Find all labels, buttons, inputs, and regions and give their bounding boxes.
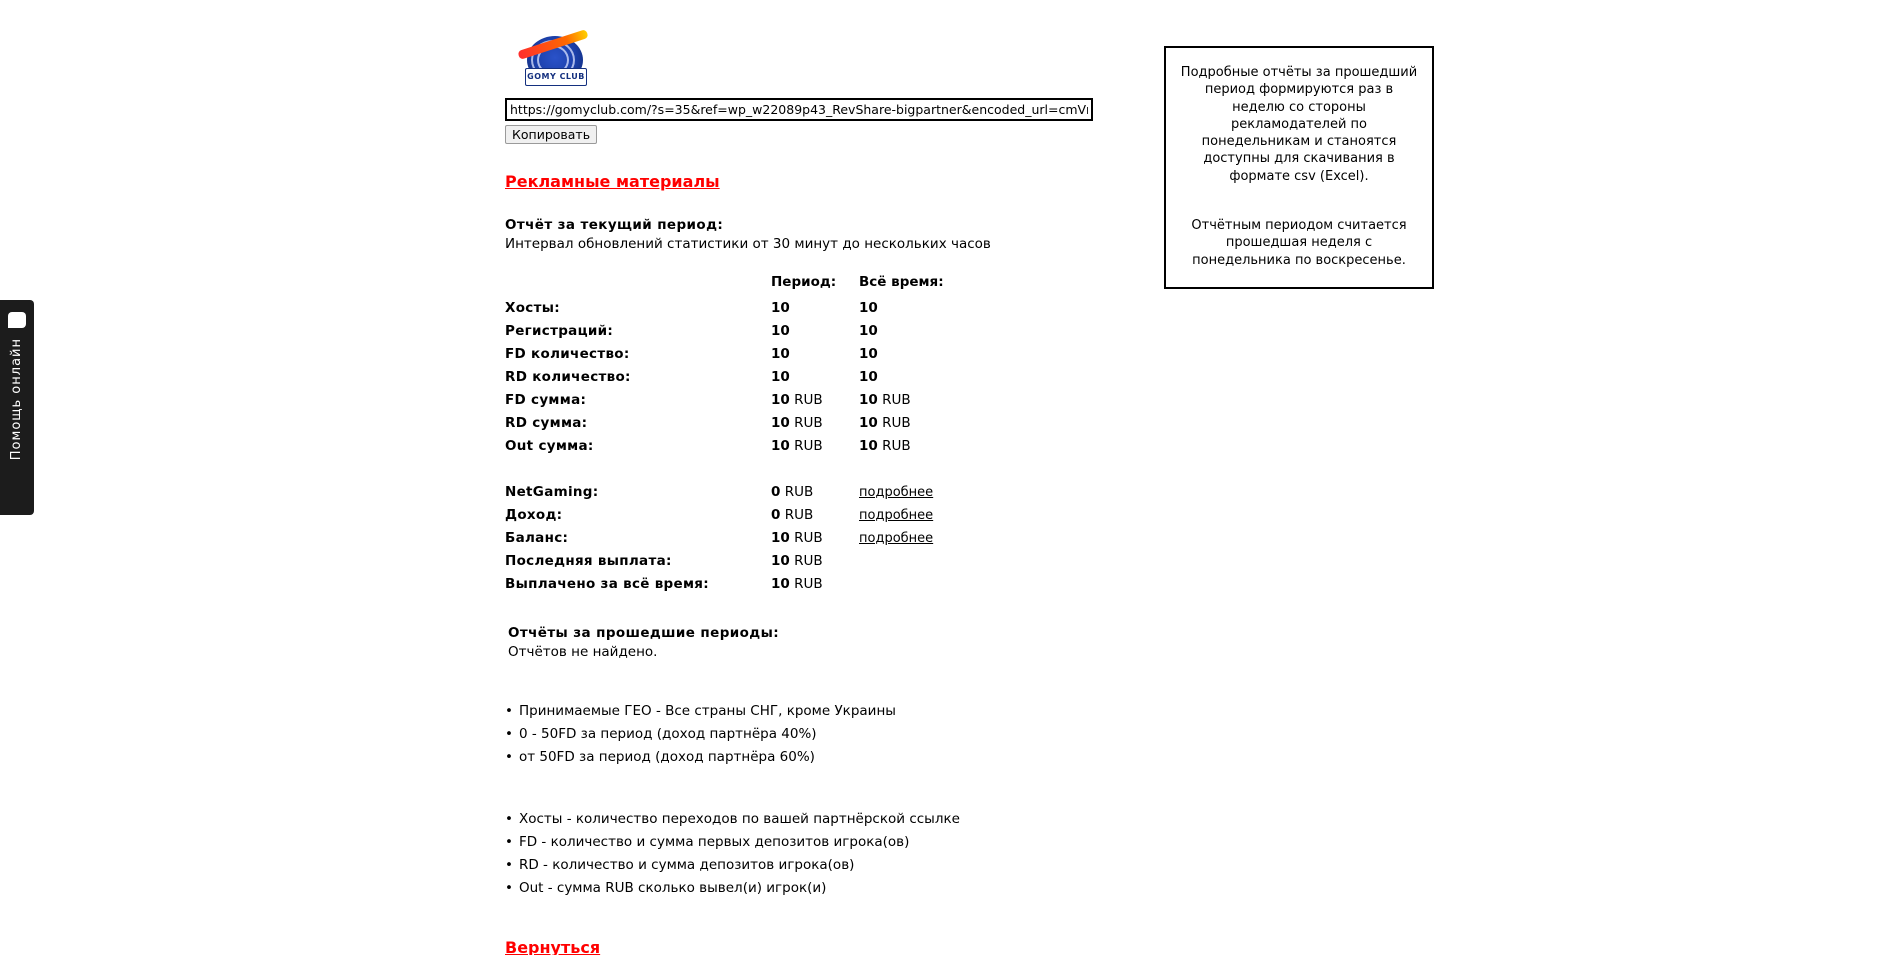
- row-period: 10: [771, 300, 790, 316]
- table-row: [505, 484, 1009, 507]
- row-label: Регистраций:: [505, 323, 614, 339]
- list-item-label: 0 - 50FD за период (доход партнёра 40%): [518, 726, 817, 742]
- list-item-label: Принимаемые ГЕО - Все страны СНГ, кроме Украины: [518, 703, 896, 719]
- list-item: [505, 811, 1125, 827]
- list-item: [505, 834, 1125, 850]
- table-row: [505, 438, 1009, 461]
- row-empty: [859, 553, 1009, 576]
- row-label: Out сумма:: [505, 438, 594, 454]
- stats-header-total: Всё время:: [859, 274, 944, 290]
- list-item-label: FD - количество и сумма первых депозитов игрока(ов): [518, 834, 910, 850]
- referral-link-input[interactable]: [505, 98, 1093, 121]
- row-period: 10 RUB: [771, 392, 823, 408]
- row-label: FD сумма:: [505, 392, 587, 408]
- chat-bubble-icon: [8, 312, 26, 328]
- info-box-paragraph-1: Подробные отчёты за прошедший период формируются раз в неделю со стороны рекламодателей по понедельникам и станоятся доступны для скачивания в формате csv (Excel).: [1180, 65, 1418, 184]
- row-total: 10: [859, 369, 878, 385]
- help-online-label: Помощь онлайн: [8, 338, 24, 461]
- row-total: 10: [859, 346, 878, 362]
- site-logo-icon: [523, 34, 587, 90]
- stats-header-row: [505, 274, 1009, 300]
- info-box-paragraph-2: Отчётным периодом считается прошедшая неделя с понедельника по воскресенье.: [1191, 217, 1407, 268]
- bullet-icon: •: [505, 703, 513, 719]
- list-item-label: Out - сумма RUB сколько вывел(и) игрок(и): [518, 880, 827, 896]
- row-value: 10 RUB: [771, 576, 823, 592]
- row-period: 10 RUB: [771, 438, 823, 454]
- stats-header-blank: [505, 274, 771, 300]
- list-item-label: RD - количество и сумма депозитов игрока(ов): [518, 857, 855, 873]
- row-label: NetGaming:: [505, 484, 599, 500]
- back-link[interactable]: Вернуться: [505, 938, 601, 955]
- row-value: 10 RUB: [771, 553, 823, 569]
- row-label: Хосты:: [505, 300, 560, 316]
- row-value: 10 RUB: [771, 530, 823, 546]
- row-label: FD количество:: [505, 346, 630, 362]
- stats-header-period: Период:: [771, 274, 837, 290]
- row-label: Доход:: [505, 507, 563, 523]
- details-link[interactable]: подробнее: [859, 485, 934, 500]
- list-item-label: от 50FD за период (доход партнёра 60%): [518, 749, 815, 765]
- row-period: 10: [771, 369, 790, 385]
- table-row: [505, 346, 1009, 369]
- row-period: 10 RUB: [771, 415, 823, 431]
- list-item-label: Хосты - количество переходов по вашей партнёрской ссылке: [518, 811, 960, 827]
- table-row: [505, 553, 1009, 576]
- row-total: 10 RUB: [859, 392, 911, 408]
- main-content: [505, 34, 1125, 955]
- row-value: 0 RUB: [771, 484, 814, 500]
- table-row: [505, 530, 1009, 553]
- list-item: [505, 857, 1125, 873]
- stats-update-note: Интервал обновлений статистики от 30 минут до нескольких часов: [505, 236, 991, 252]
- row-label: Последняя выплата:: [505, 553, 672, 569]
- table-row: [505, 392, 1009, 415]
- table-row: [505, 415, 1009, 438]
- row-total: 10 RUB: [859, 415, 911, 431]
- bullet-icon: •: [505, 880, 513, 896]
- table-row: [505, 507, 1009, 530]
- bullet-icon: •: [505, 857, 513, 873]
- row-label: RD количество:: [505, 369, 631, 385]
- list-item: [505, 703, 1125, 719]
- row-period: 10: [771, 346, 790, 362]
- terms-list: [505, 703, 1125, 765]
- bullet-icon: •: [505, 811, 513, 827]
- row-period: 10: [771, 323, 790, 339]
- bullet-icon: •: [505, 834, 513, 850]
- row-label: RD сумма:: [505, 415, 588, 431]
- current-report-title: Отчёт за текущий период:: [505, 217, 724, 233]
- details-link[interactable]: подробнее: [859, 531, 934, 546]
- row-total: 10 RUB: [859, 438, 911, 454]
- copy-button[interactable]: Копировать: [505, 125, 597, 144]
- row-empty: [859, 576, 1009, 599]
- help-online-tab[interactable]: [0, 300, 34, 515]
- past-periods-title: Отчёты за прошедшие периоды:: [508, 625, 780, 641]
- table-spacer: [505, 461, 1009, 484]
- info-box: [1164, 46, 1434, 289]
- bullet-icon: •: [505, 726, 513, 742]
- glossary-list: [505, 811, 1125, 896]
- bullet-icon: •: [505, 749, 513, 765]
- logo-text: GOMY CLUB: [525, 68, 587, 86]
- table-row: [505, 369, 1009, 392]
- row-value: 0 RUB: [771, 507, 814, 523]
- table-row: [505, 576, 1009, 599]
- row-total: 10: [859, 300, 878, 316]
- row-total: 10: [859, 323, 878, 339]
- stats-table: [505, 274, 1009, 599]
- table-row: [505, 323, 1009, 346]
- details-link[interactable]: подробнее: [859, 508, 934, 523]
- list-item: [505, 749, 1125, 765]
- list-item: [505, 726, 1125, 742]
- table-row: [505, 300, 1009, 323]
- list-item: [505, 880, 1125, 896]
- row-label: Выплачено за всё время:: [505, 576, 709, 592]
- promo-materials-link[interactable]: Рекламные материалы: [505, 172, 720, 191]
- row-label: Баланс:: [505, 530, 569, 546]
- past-periods-empty: Отчётов не найдено.: [508, 644, 658, 660]
